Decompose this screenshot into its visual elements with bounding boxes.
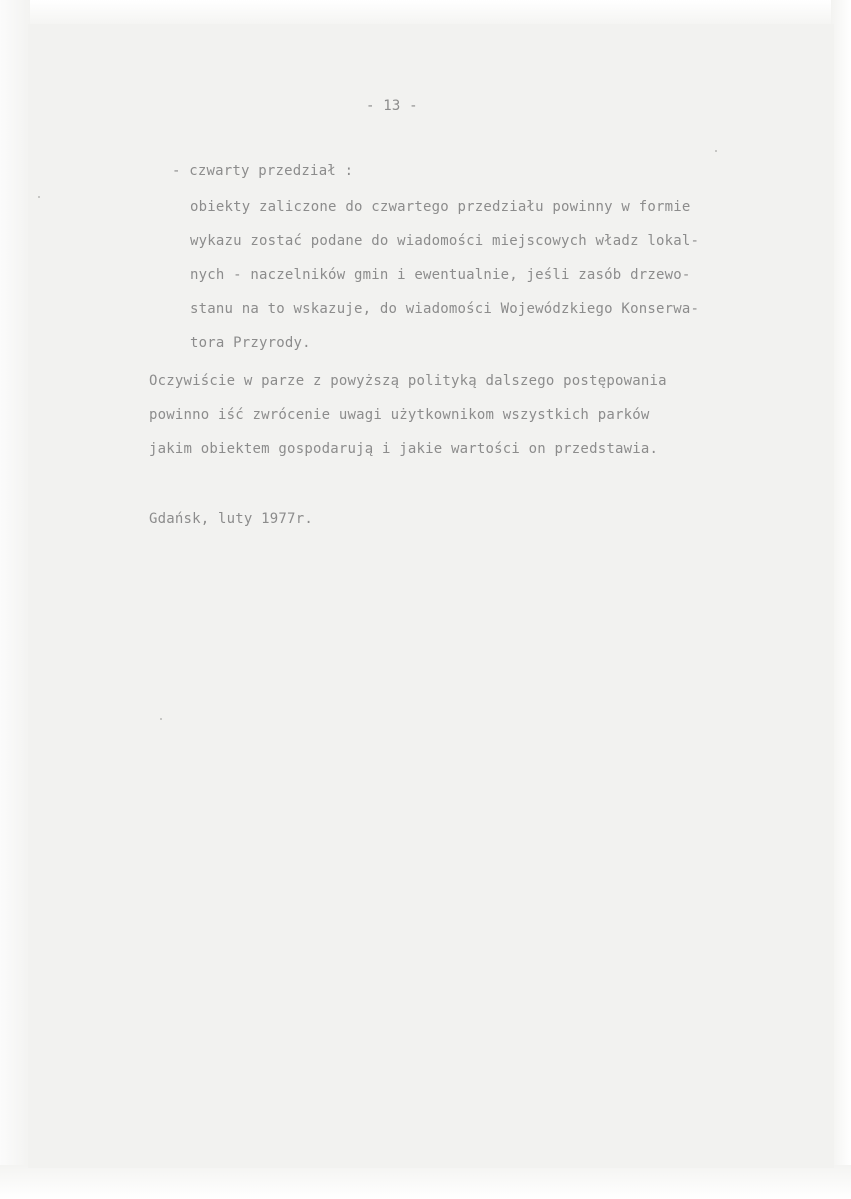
scan-speck	[160, 718, 162, 720]
list-item-line: wykazu zostać podane do wiadomości miejscowych władz lokal-	[190, 233, 700, 249]
scan-edge-bottom	[0, 1165, 851, 1199]
list-item-line: stanu na to wskazuje, do wiadomości Wojewódzkiego Konserwa-	[190, 301, 700, 317]
paper-sheet	[28, 24, 834, 1168]
scan-speck	[715, 150, 717, 152]
scan-edge-right	[831, 0, 851, 1199]
section-heading: - czwarty przedział :	[172, 163, 354, 179]
page-number: - 13 -	[366, 98, 418, 114]
scan-edge-top	[0, 0, 851, 26]
paragraph-line: Oczywiście w parze z powyższą polityką dalszego postępowania	[149, 373, 667, 389]
list-item-line: tora Przyrody.	[190, 335, 311, 351]
paragraph-line: jakim obiektem gospodarują i jakie wartości on przedstawia.	[149, 441, 659, 457]
list-item-line: nych - naczelników gmin i ewentualnie, jeśli zasób drzewo-	[190, 267, 691, 283]
place-and-date: Gdańsk, luty 1977r.	[149, 511, 313, 527]
scan-edge-left	[0, 0, 30, 1199]
scan-speck	[38, 196, 40, 198]
list-item-line: obiekty zaliczone do czwartego przedziału powinny w formie	[190, 199, 691, 215]
paragraph-line: powinno iść zwrócenie uwagi użytkownikom wszystkich parków	[149, 407, 650, 423]
